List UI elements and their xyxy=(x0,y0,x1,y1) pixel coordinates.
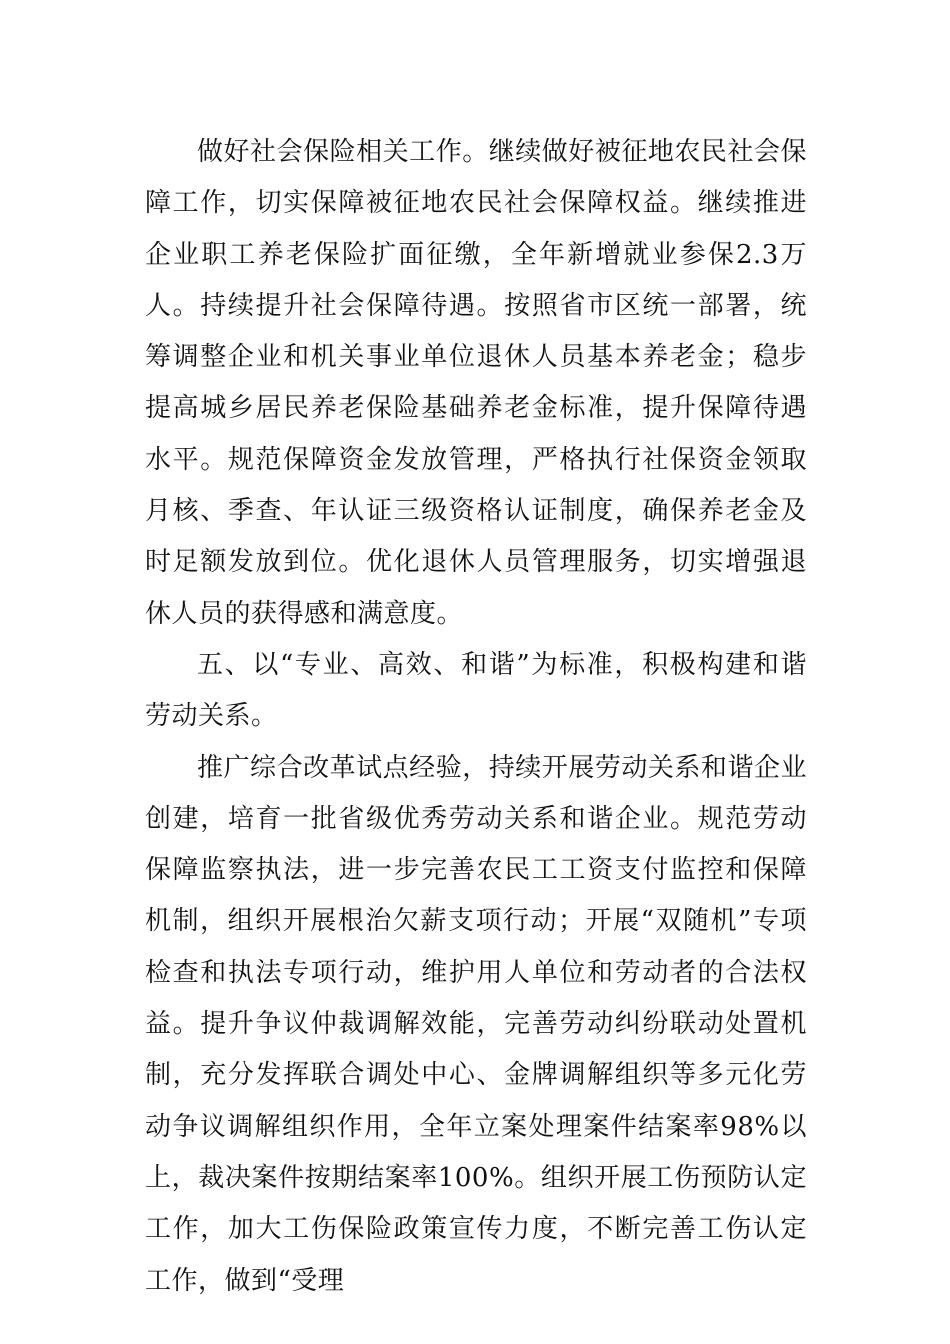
document-body xyxy=(145,127,807,1307)
paragraph-labor-relations: 推广综合改革试点经验，持续开展劳动关系和谐企业创建，培育一批省级优秀劳动关系和谐企业。规范劳动保障监察执法，进一步完善农民工工资支付监控和保障机制，组织开展根治欠薪支项行动；开展“双随机”专项检查和执法专项行动，维护用人单位和劳动者的合法权益。提升争议仲裁调解效能，完善劳动纠纷联动处置机制，充分发挥联合调处中心、金牌调解组织等多元化劳动争议调解组织作用，全年立案处理案件结案率98%以上，裁决案件按期结案率100%。组织开展工伤预防认定工作，加大工伤保险政策宣传力度，不断完善工伤认定工作，做到“受理 xyxy=(145,752,807,1296)
paragraph-social-insurance: 做好社会保险相关工作。继续做好被征地农民社会保障工作，切实保障被征地农民社会保障权益。继续推进企业职工养老保险扩面征缴，全年新增就业参保2.3万人。持续提升社会保障待遇。按照省市区统一部署，统筹调整企业和机关事业单位退休人员基本养老金；稳步提高城乡居民养老保险基础养老金标准，提升保障待遇水平。规范保障资金发放管理，严格执行社保资金领取月核、季查、年认证三级资格认证制度，确保养老金及时足额发放到位。优化退休人员管理服务，切实增强退休人员的获得感和满意度。 xyxy=(145,137,807,629)
section-heading-five: 五、以“专业、高效、和谐”为标准，积极构建和谐劳动关系。 xyxy=(145,649,807,732)
